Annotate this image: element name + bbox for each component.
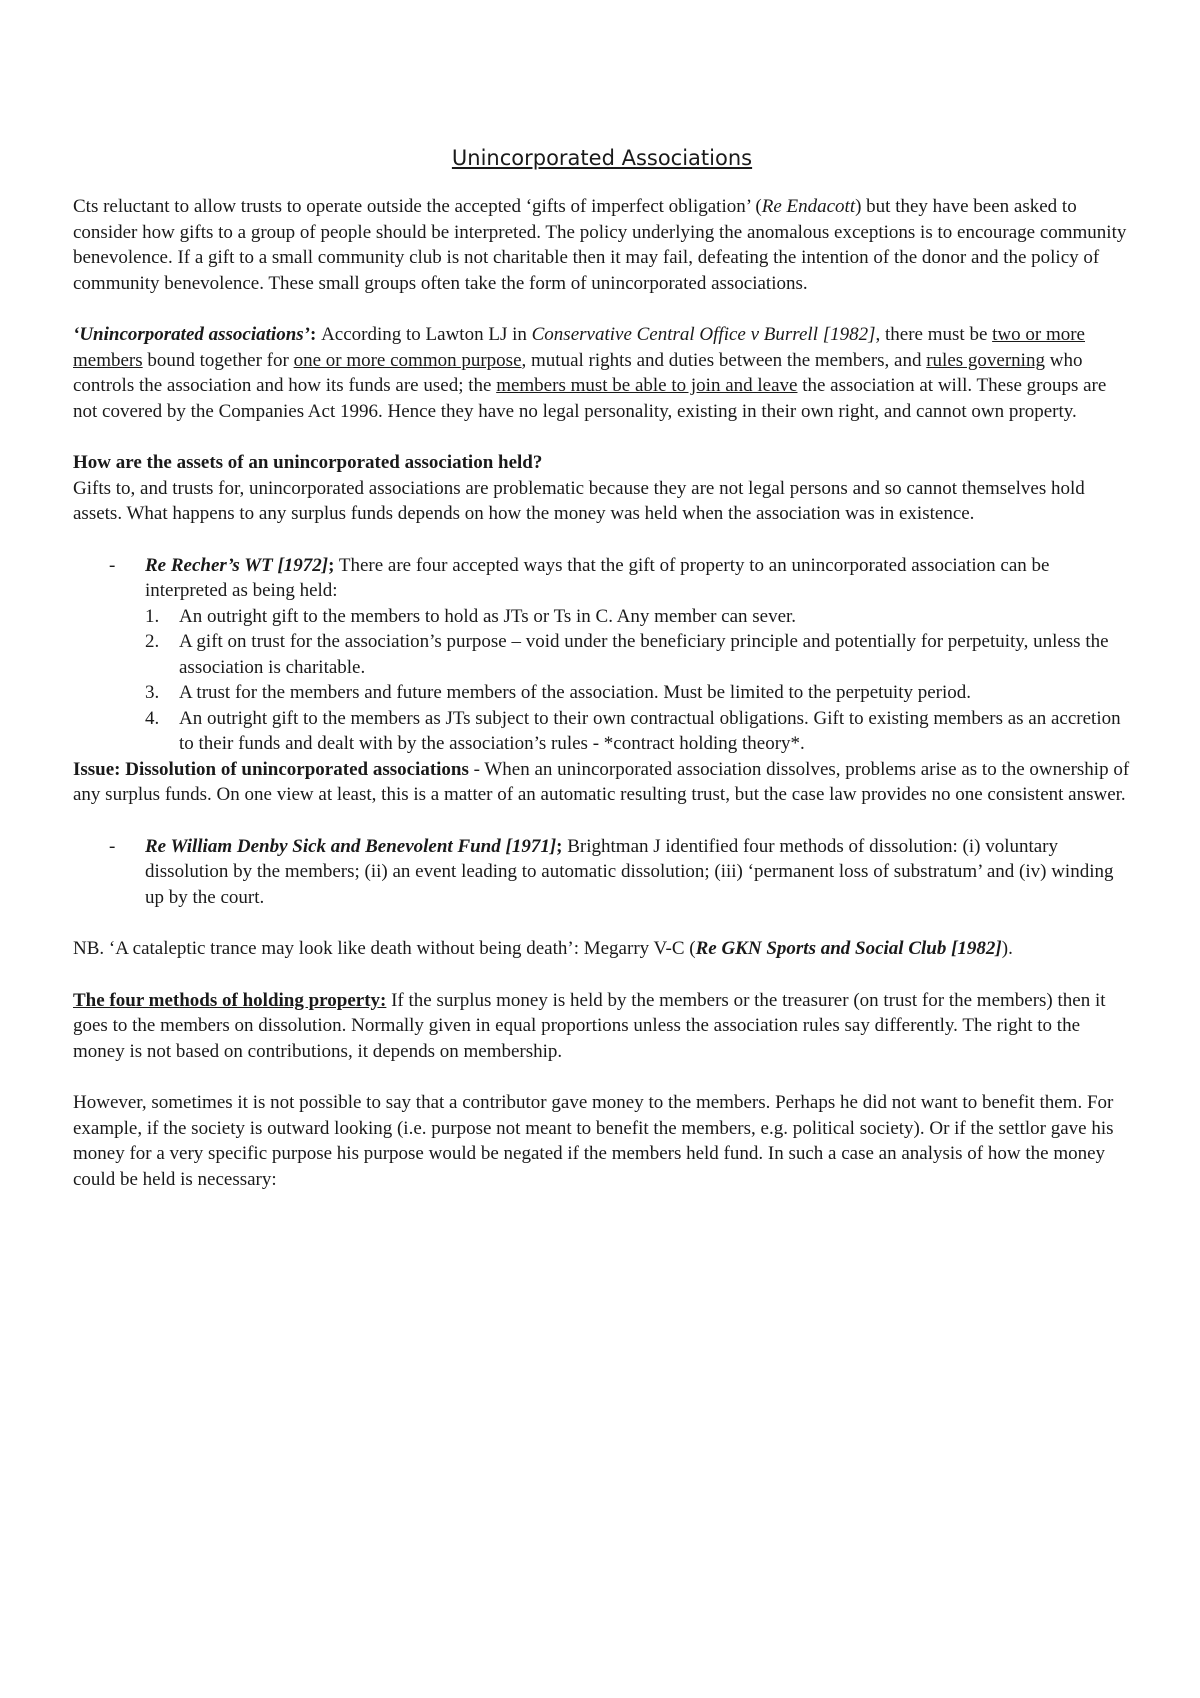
- nb-text-1: NB. ‘A cataleptic trance may look like death without being death’: Megarry V-C (: [73, 938, 696, 959]
- assets-body-paragraph: Gifts to, and trusts for, unincorporated associations are problematic because they are not legal persons and so cannot themselves hold assets. What happens to any surplus funds depends on how the money was held when the association was in existence.: [73, 477, 1085, 524]
- case-re-recher: Re Recher’s WT [1972]: [145, 554, 329, 576]
- four-methods-heading: The four methods of holding property:: [73, 989, 387, 1011]
- however-paragraph: However, sometimes it is not possible to say that a contributor gave money to the members. Perhaps he did not want to benefit them. For example, if the society is outward looking (i.e. purpose not meant to benefit the members, e.g. political society). Or if the settlor gave his money for a very specific purpose his purpose would be negated if the members held fund. In such a case an analysis of how the money could be held is necessary:: [73, 1092, 1114, 1190]
- case-re-endacott: Re Endacott: [761, 196, 856, 217]
- list-text: A trust for the members and future members of the association. Must be limited to the perpetuity period.: [179, 682, 972, 703]
- bullet-dash: -: [109, 835, 116, 857]
- four-methods-paragraph: [73, 988, 1131, 1065]
- assets-heading-paragraph: [73, 450, 1131, 476]
- recher-bullet: [73, 553, 1131, 604]
- definition-text-1: According to Lawton LJ in: [321, 324, 532, 345]
- bullet-dash: -: [109, 554, 116, 576]
- denby-semicolon: ;: [556, 835, 563, 857]
- list-number: 2.: [145, 631, 160, 652]
- nb-text-2: ).: [1001, 938, 1013, 959]
- list-number: 4.: [145, 707, 160, 729]
- definition-heading: ‘Unincorporated associations’: [73, 324, 310, 345]
- list-item: [73, 604, 1131, 630]
- definition-paragraph: [73, 322, 1131, 424]
- intro-text-1: Cts reluctant to allow trusts to operate outside the accepted ‘gifts of imperfect obligation’ (: [73, 196, 762, 217]
- assets-heading: How are the assets of an unincorporated association held?: [73, 452, 543, 473]
- list-text: A gift on trust for the association’s purpose – void under the beneficiary principle and potentially for perpetuity, unless the association is charitable.: [179, 631, 1109, 678]
- underlined-join-and-leave: members must be able to join and leave: [496, 375, 798, 396]
- definition-text-4: , mutual rights and duties between the members, and: [521, 349, 927, 371]
- definition-text-6: the association at will. These groups are not covered by the Companies Act 1996. Hence they have no legal personality, existing in their own right, and cannot own property.: [73, 375, 1107, 422]
- recher-text: There are four accepted ways that the gift of property to an unincorporated association can be interpreted as being held:: [145, 554, 1050, 601]
- list-number: 3.: [145, 682, 160, 703]
- intro-paragraph: [73, 194, 1131, 296]
- issue-heading: Issue: Dissolution of unincorporated associations: [73, 758, 469, 780]
- recher-numbered-list: [73, 604, 1131, 757]
- nb-paragraph: [73, 936, 1131, 962]
- list-text: An outright gift to the members to hold as JTs or Ts in C. Any member can sever.: [179, 605, 797, 627]
- list-item: [73, 629, 1131, 680]
- page-title: Unincorporated Associations: [451, 146, 753, 170]
- case-re-william-denby: Re William Denby Sick and Benevolent Fund [1971]: [145, 835, 557, 857]
- list-text: An outright gift to the members as JTs subject to their own contractual obligations. Gift to existing members as an accretion to their funds and dealt with by the association’s rules - *contract holding theory*.: [179, 707, 1121, 754]
- definition-text-2: , there must be: [875, 324, 993, 345]
- definition-colon: :: [310, 324, 322, 345]
- issue-text: - When an unincorporated association dissolves, problems arise as to the ownership of any surplus funds. On one view at least, this is a matter of an automatic resulting trust, but the case law provides no one consistent answer.: [73, 758, 1130, 805]
- underlined-two-or-more-members: two or more members: [73, 324, 1085, 371]
- recher-semicolon: ;: [328, 554, 335, 576]
- list-item: [73, 706, 1131, 757]
- underlined-common-purpose: one or more common purpose: [293, 349, 522, 371]
- denby-bullet: [73, 834, 1131, 911]
- list-item: [73, 680, 1131, 706]
- list-number: 1.: [145, 605, 160, 627]
- intro-text-2: ) but they have been asked to consider how gifts to a group of people should be interpreted. The policy underlying the anomalous exceptions is to encourage community benevolence. If a gift to a small community club is not charitable then it may fail, defeating the intention of the donor and the policy of community benevolence. These small groups often take the form of unincorporated associations.: [73, 196, 1127, 294]
- underlined-rules-governing: rules governing: [926, 349, 1045, 371]
- denby-text: Brightman J identified four methods of dissolution: (i) voluntary dissolution by the members; (ii) an event leading to automatic dissolution; (iii) ‘permanent loss of substratum’ and (iv) winding up by the court.: [145, 835, 1114, 908]
- document-content: [73, 144, 1131, 1218]
- definition-text-5: who controls the association and how its funds are used; the: [73, 349, 1083, 396]
- definition-text-3: bound together for: [142, 349, 294, 371]
- case-re-gkn: Re GKN Sports and Social Club [1982]: [695, 938, 1002, 959]
- four-methods-text: If the surplus money is held by the members or the treasurer (on trust for the members) then it goes to the members on dissolution. Normally given in equal proportions unless the association rules say differently. The right to the money is not based on contributions, it depends on membership.: [73, 989, 1106, 1062]
- issue-paragraph: [73, 757, 1131, 808]
- case-conservative-central-office: Conservative Central Office v Burrell [1982]: [531, 324, 876, 345]
